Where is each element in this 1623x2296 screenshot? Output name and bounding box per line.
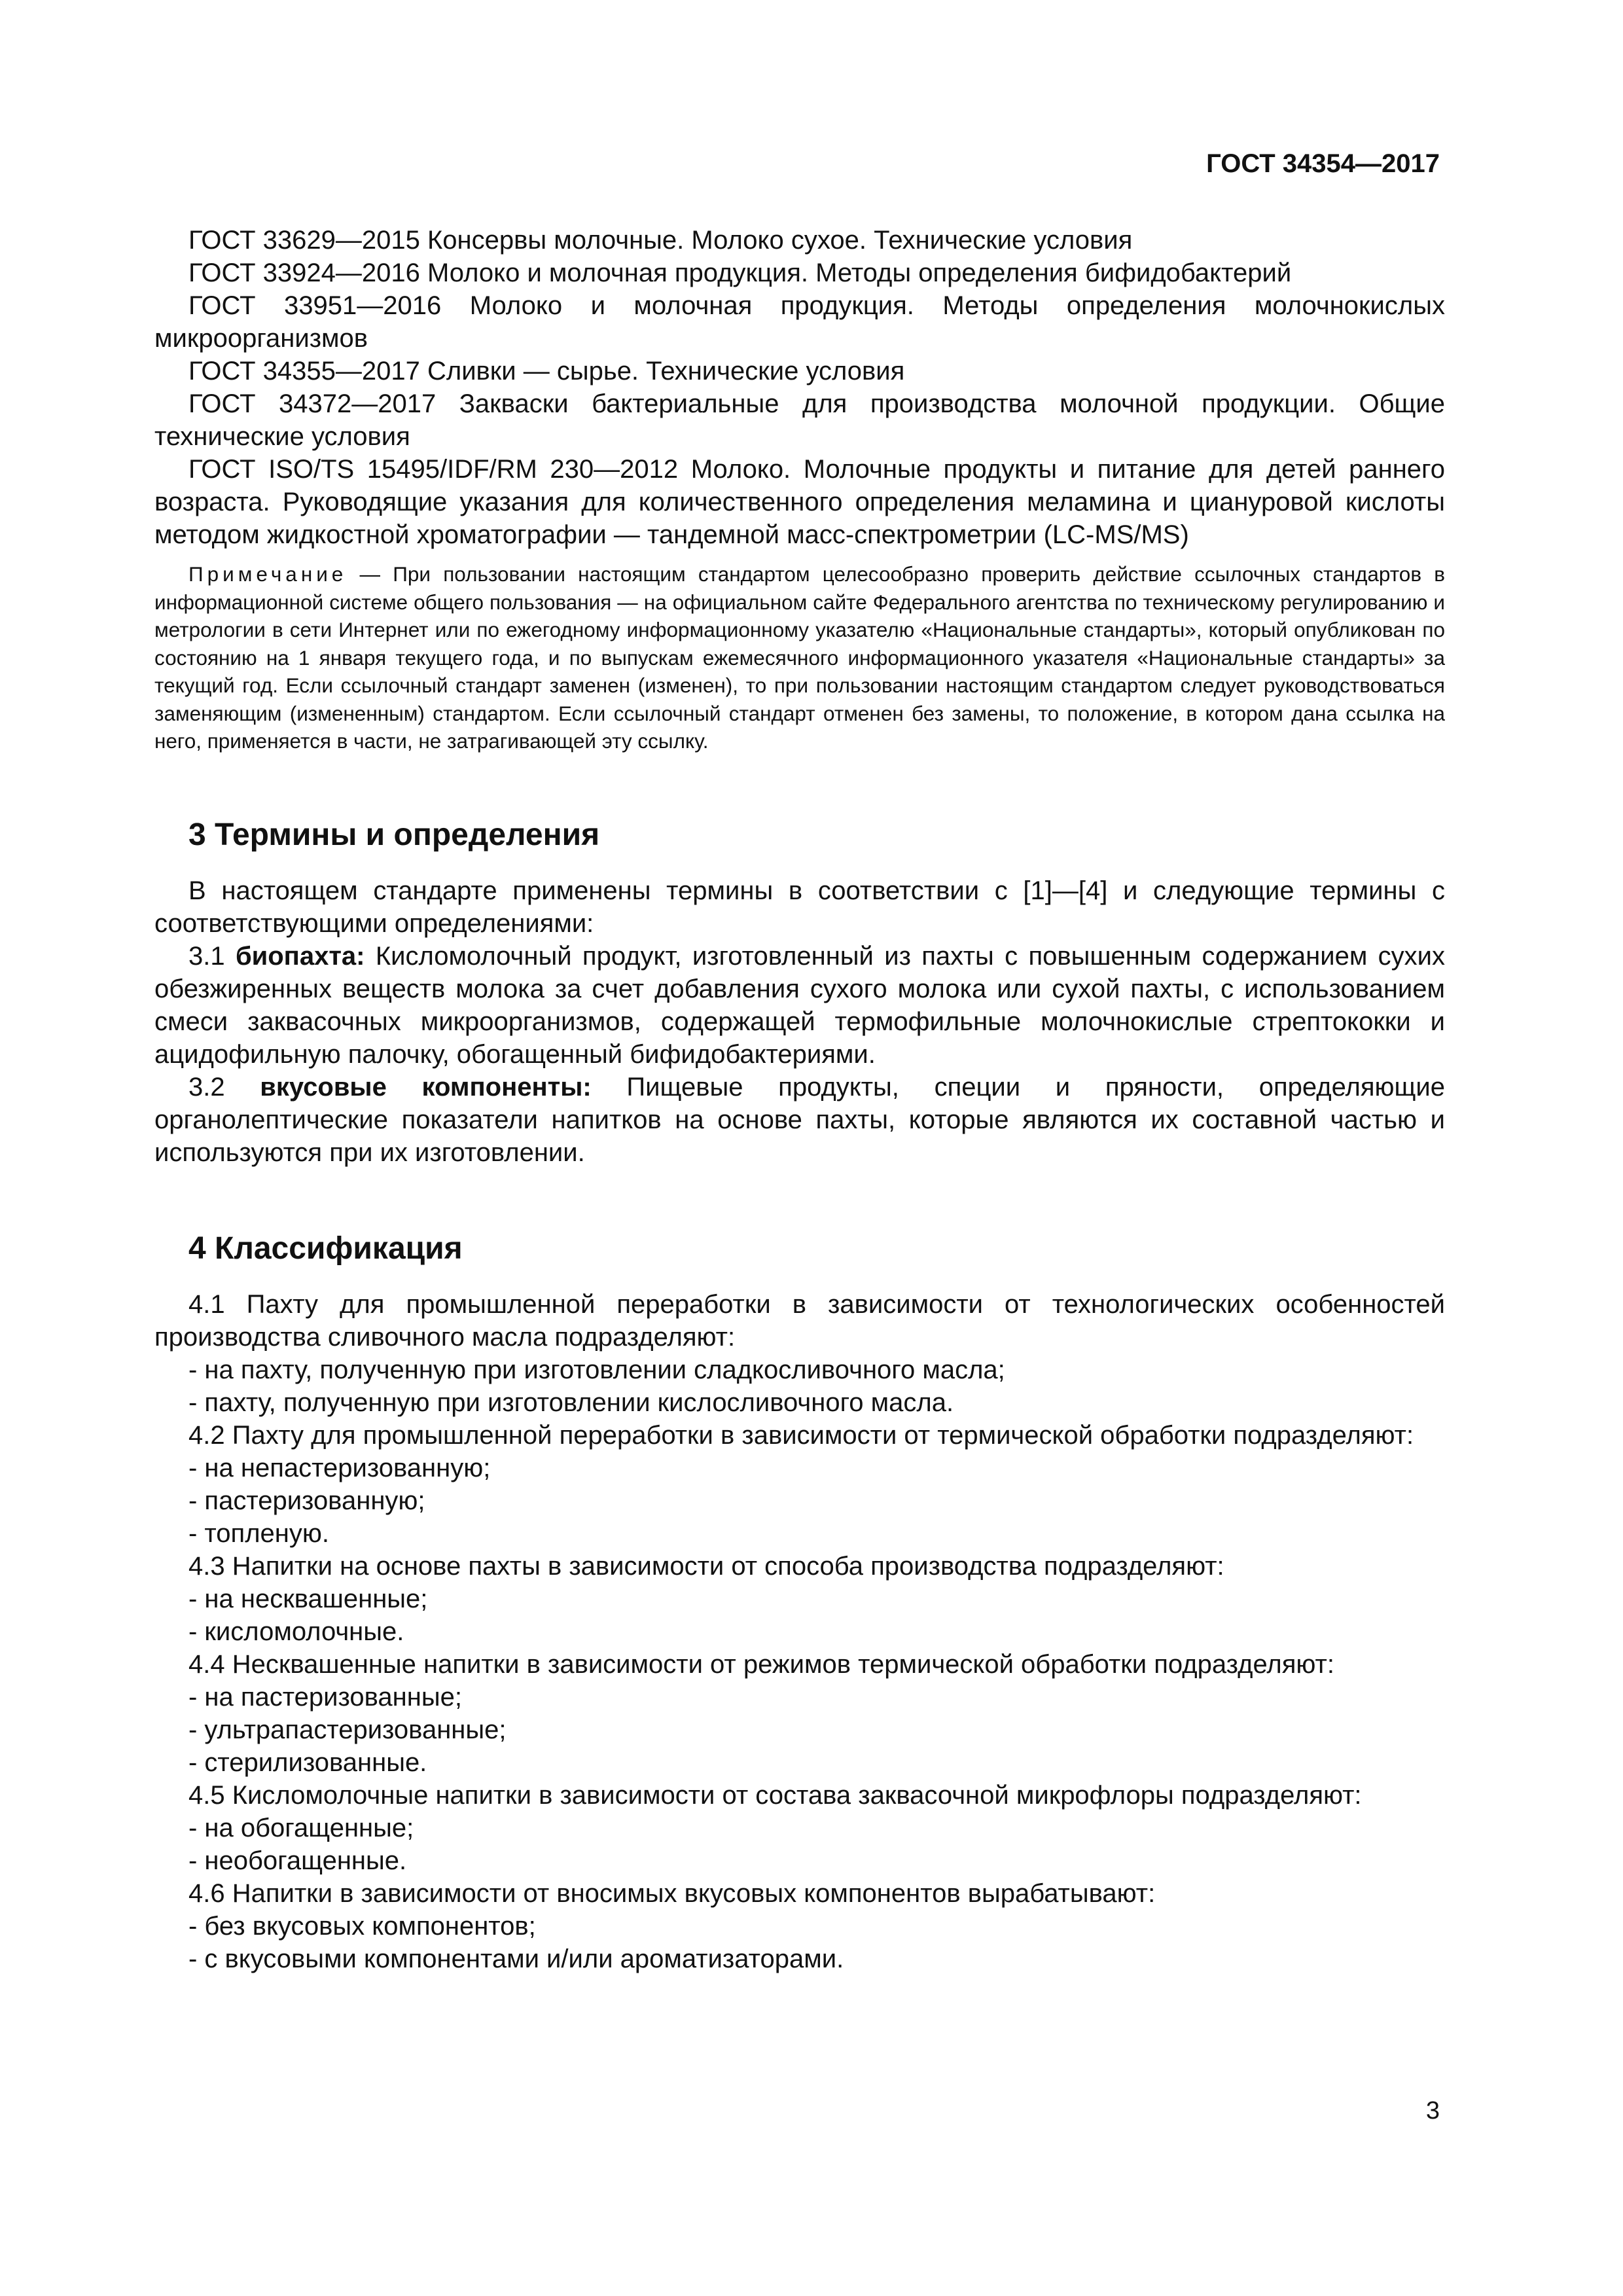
note-label: Примечание — [188, 562, 348, 586]
list-item: - без вкусовых компонентов; — [188, 1911, 536, 1941]
list-item: - пахту, полученную при изготовлении кислосливочного масла. — [188, 1388, 954, 1417]
clause-4-6: 4.6 Напитки в зависимости от вносимых вкусовых компонентов вырабатывают: — [188, 1878, 1156, 1908]
list-item: - кисломолочные. — [188, 1617, 404, 1646]
list-item: - на обогащенные; — [188, 1813, 414, 1842]
reference-item: ГОСТ 33951—2016 Молоко и молочная продукция. Методы определения молочнокислых микроорганизмов — [154, 291, 1445, 353]
term-name: биопахта: — [235, 941, 365, 971]
clause-4-4: 4.4 Несквашенные напитки в зависимости от режимов термической обработки подразделяют: — [188, 1649, 1334, 1679]
reference-item: ГОСТ 33629—2015 Консервы молочные. Молоко сухое. Технические условия — [188, 226, 1133, 255]
section-3-intro: В настоящем стандарте применены термины в соответствии с [1]—[4] и следующие термины с соответствующими определениями: — [154, 876, 1445, 938]
document-body — [154, 224, 1445, 1975]
section-4-title: 4 Классификация — [188, 1230, 463, 1266]
document-header: ГОСТ 34354—2017 — [1206, 149, 1440, 178]
term-definition — [154, 940, 1445, 1071]
clause-4-1: 4.1 Пахту для промышленной переработки в зависимости от технологических особенностей производства сливочного масла подразделяют: — [154, 1289, 1445, 1352]
term-number: 3.2 — [188, 1072, 260, 1102]
clause-4-5: 4.5 Кисломолочные напитки в зависимости от состава заквасочной микрофлоры подразделяют: — [188, 1780, 1362, 1810]
term-text: Кисломолочный продукт, изготовленный из пахты с повышенным содержанием сухих обезжиренных веществ молока за счет добавления сухого молока или сухой пахты, с использованием смеси заквасочных микроорганизмов, содержащей термофильные молочнокислые стрептококки и ацидофильную палочку, обогащенный бифидобактериями. — [154, 941, 1446, 1069]
clause-4-3: 4.3 Напитки на основе пахты в зависимости от способа производства подразделяют: — [188, 1551, 1224, 1581]
list-item: - на несквашенные; — [188, 1584, 428, 1613]
note-paragraph — [154, 560, 1445, 755]
term-name: вкусовые компоненты: — [260, 1072, 592, 1102]
list-item: - на пастеризованные; — [188, 1682, 462, 1712]
clause-4-2: 4.2 Пахту для промышленной переработки в зависимости от термической обработки подразделяют: — [188, 1420, 1414, 1450]
list-item: - стерилизованные. — [188, 1748, 427, 1777]
term-number: 3.1 — [188, 941, 236, 971]
list-item: - на пахту, полученную при изготовлении сладкосливочного масла; — [188, 1355, 1005, 1384]
term-definition — [154, 1071, 1445, 1169]
list-item: - на непастеризованную; — [188, 1453, 491, 1482]
page-number: 3 — [1425, 2097, 1440, 2125]
list-item: - ультрапастеризованные; — [188, 1715, 507, 1744]
note-text: — При пользовании настоящим стандартом целесообразно проверить действие ссылочных стандартов в информационной системе общего пользования — на официальном сайте Федерального агентства по техническому регулированию и метрологии в сети Интернет или по ежегодному информационному указателю «Национальные стандарты», который опубликован по состоянию на 1 января текущего года, и по выпускам ежемесячного информационного указателя «Национальные стандарты» за текущий год. Если ссылочный стандарт заменен (изменен), то при пользовании настоящим стандартом следует руководствоваться заменяющим (измененным) стандартом. Если ссылочный стандарт отменен без замены, то положение, в котором дана ссылка на него, применяется в части, не затрагивающей эту ссылку. — [154, 562, 1445, 753]
reference-item: ГОСТ ISO/TS 15495/IDF/RM 230—2012 Молоко. Молочные продукты и питание для детей раннего возраста. Руководящие указания для количественного определения меламина и циануровой кислоты методом жидкостной хроматографии — тандемной масс-спектрометрии (LC-MS/MS) — [154, 455, 1445, 549]
reference-item: ГОСТ 34355—2017 Сливки — сырье. Технические условия — [188, 357, 905, 386]
reference-item: ГОСТ 33924—2016 Молоко и молочная продукция. Методы определения бифидобактерий — [188, 259, 1292, 287]
term-text: Пищевые продукты, специи и пряности, определяющие органолептические показатели напитков на основе пахты, которые являются их составной частью и используются при их изготовлении. — [154, 1072, 1446, 1167]
list-item: - пастеризованную; — [188, 1486, 425, 1515]
section-3-title: 3 Термины и определения — [188, 817, 600, 852]
list-item: - топленую. — [188, 1518, 329, 1548]
reference-item: ГОСТ 34372—2017 Закваски бактериальные для производства молочной продукции. Общие технические условия — [154, 389, 1445, 451]
list-item: - с вкусовыми компонентами и/или ароматизаторами. — [188, 1944, 844, 1973]
list-item: - необогащенные. — [188, 1846, 407, 1875]
